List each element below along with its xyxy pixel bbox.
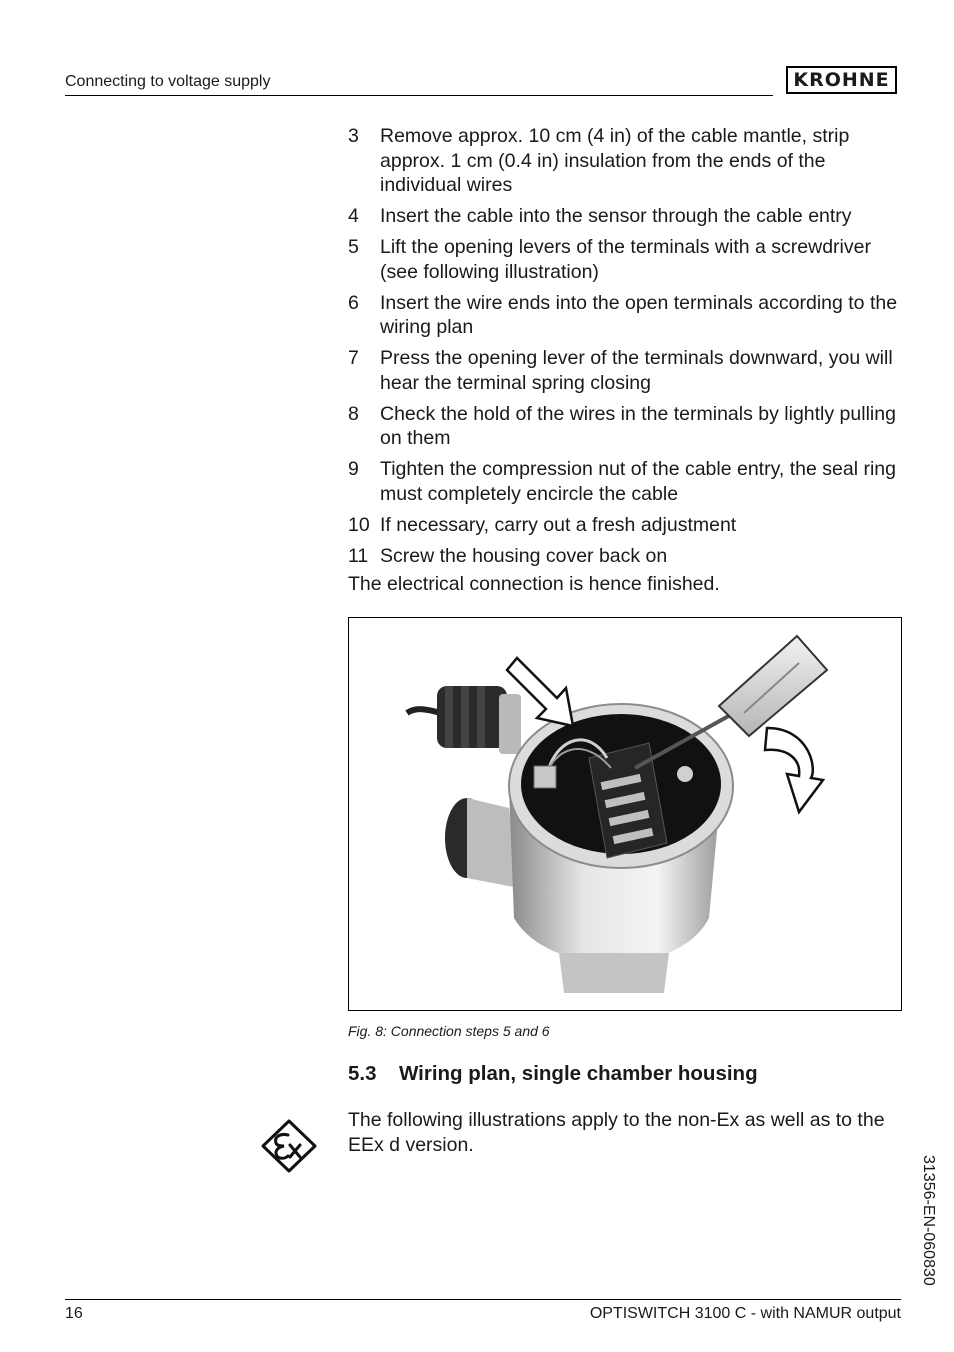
step-number: 6	[348, 291, 359, 314]
step-text: Insert the wire ends into the open terminals according to the wiring plan	[380, 291, 898, 338]
product-name: OPTISWITCH 3100 C - with NAMUR output	[589, 1305, 901, 1322]
step-item	[348, 346, 908, 395]
step-item	[348, 457, 908, 506]
step-text: Check the hold of the wires in the terminals by lightly pulling on them	[380, 402, 896, 449]
step-text: Remove approx. 10 cm (4 in) of the cable mantle, strip approx. 1 cm (0.4 in) insulation from the ends of the individual wires	[380, 125, 850, 196]
figure-connection-illustration	[348, 617, 902, 1011]
step-text: If necessary, carry out a fresh adjustment	[380, 513, 737, 536]
figure-caption: Fig. 8: Connection steps 5 and 6	[348, 1023, 550, 1039]
instruction-steps	[348, 124, 908, 575]
step-number: 8	[348, 402, 359, 425]
step-number: 3	[348, 125, 359, 147]
step-text: Insert the cable into the sensor through the cable entry	[380, 205, 852, 227]
step-item	[348, 204, 908, 229]
step-text: Press the opening lever of the terminals downward, you will hear the terminal spring closing	[380, 347, 893, 394]
step-item	[348, 235, 908, 284]
step-number: 11	[348, 544, 369, 567]
section-heading	[348, 1062, 758, 1086]
blind-plug	[445, 798, 519, 888]
step-number: 10	[348, 513, 370, 536]
header-title: Connecting to voltage supply	[65, 73, 271, 90]
document-number: 31356-EN-060830	[920, 1155, 937, 1286]
step-item	[348, 124, 908, 198]
ex-protection-icon	[260, 1118, 318, 1174]
step-text: Lift the opening levers of the terminals with a screwdriver (see following illustration)	[380, 236, 871, 283]
conclusion-text: The electrical connection is hence finished.	[348, 573, 720, 595]
page-number: 16	[65, 1305, 83, 1322]
step-number: 7	[348, 347, 359, 369]
step-number: 4	[348, 205, 359, 227]
footer-divider	[65, 1299, 901, 1300]
curved-down-arrow-icon	[765, 728, 823, 812]
ground-terminal	[534, 766, 556, 788]
krohne-logo: KROHNE	[786, 66, 897, 94]
sensor-housing-illustration	[349, 618, 901, 1010]
section-paragraph: The following illustrations apply to the non-Ex as well as to the EEx d version.	[348, 1109, 885, 1156]
cable-gland	[437, 686, 521, 754]
step-item	[348, 291, 908, 340]
step-text: Screw the housing cover back on	[380, 544, 668, 567]
section-title: Wiring plan, single chamber housing	[399, 1062, 758, 1085]
step-number: 9	[348, 458, 359, 480]
header-divider	[65, 95, 773, 96]
step-number: 5	[348, 236, 359, 258]
step-item	[348, 513, 908, 538]
step-item	[348, 402, 908, 451]
step-item	[348, 544, 908, 569]
step-text: Tighten the compression nut of the cable entry, the seal ring must completely encircle the cable	[380, 458, 896, 505]
housing-neck	[559, 953, 669, 993]
section-number: 5.3	[348, 1062, 377, 1085]
